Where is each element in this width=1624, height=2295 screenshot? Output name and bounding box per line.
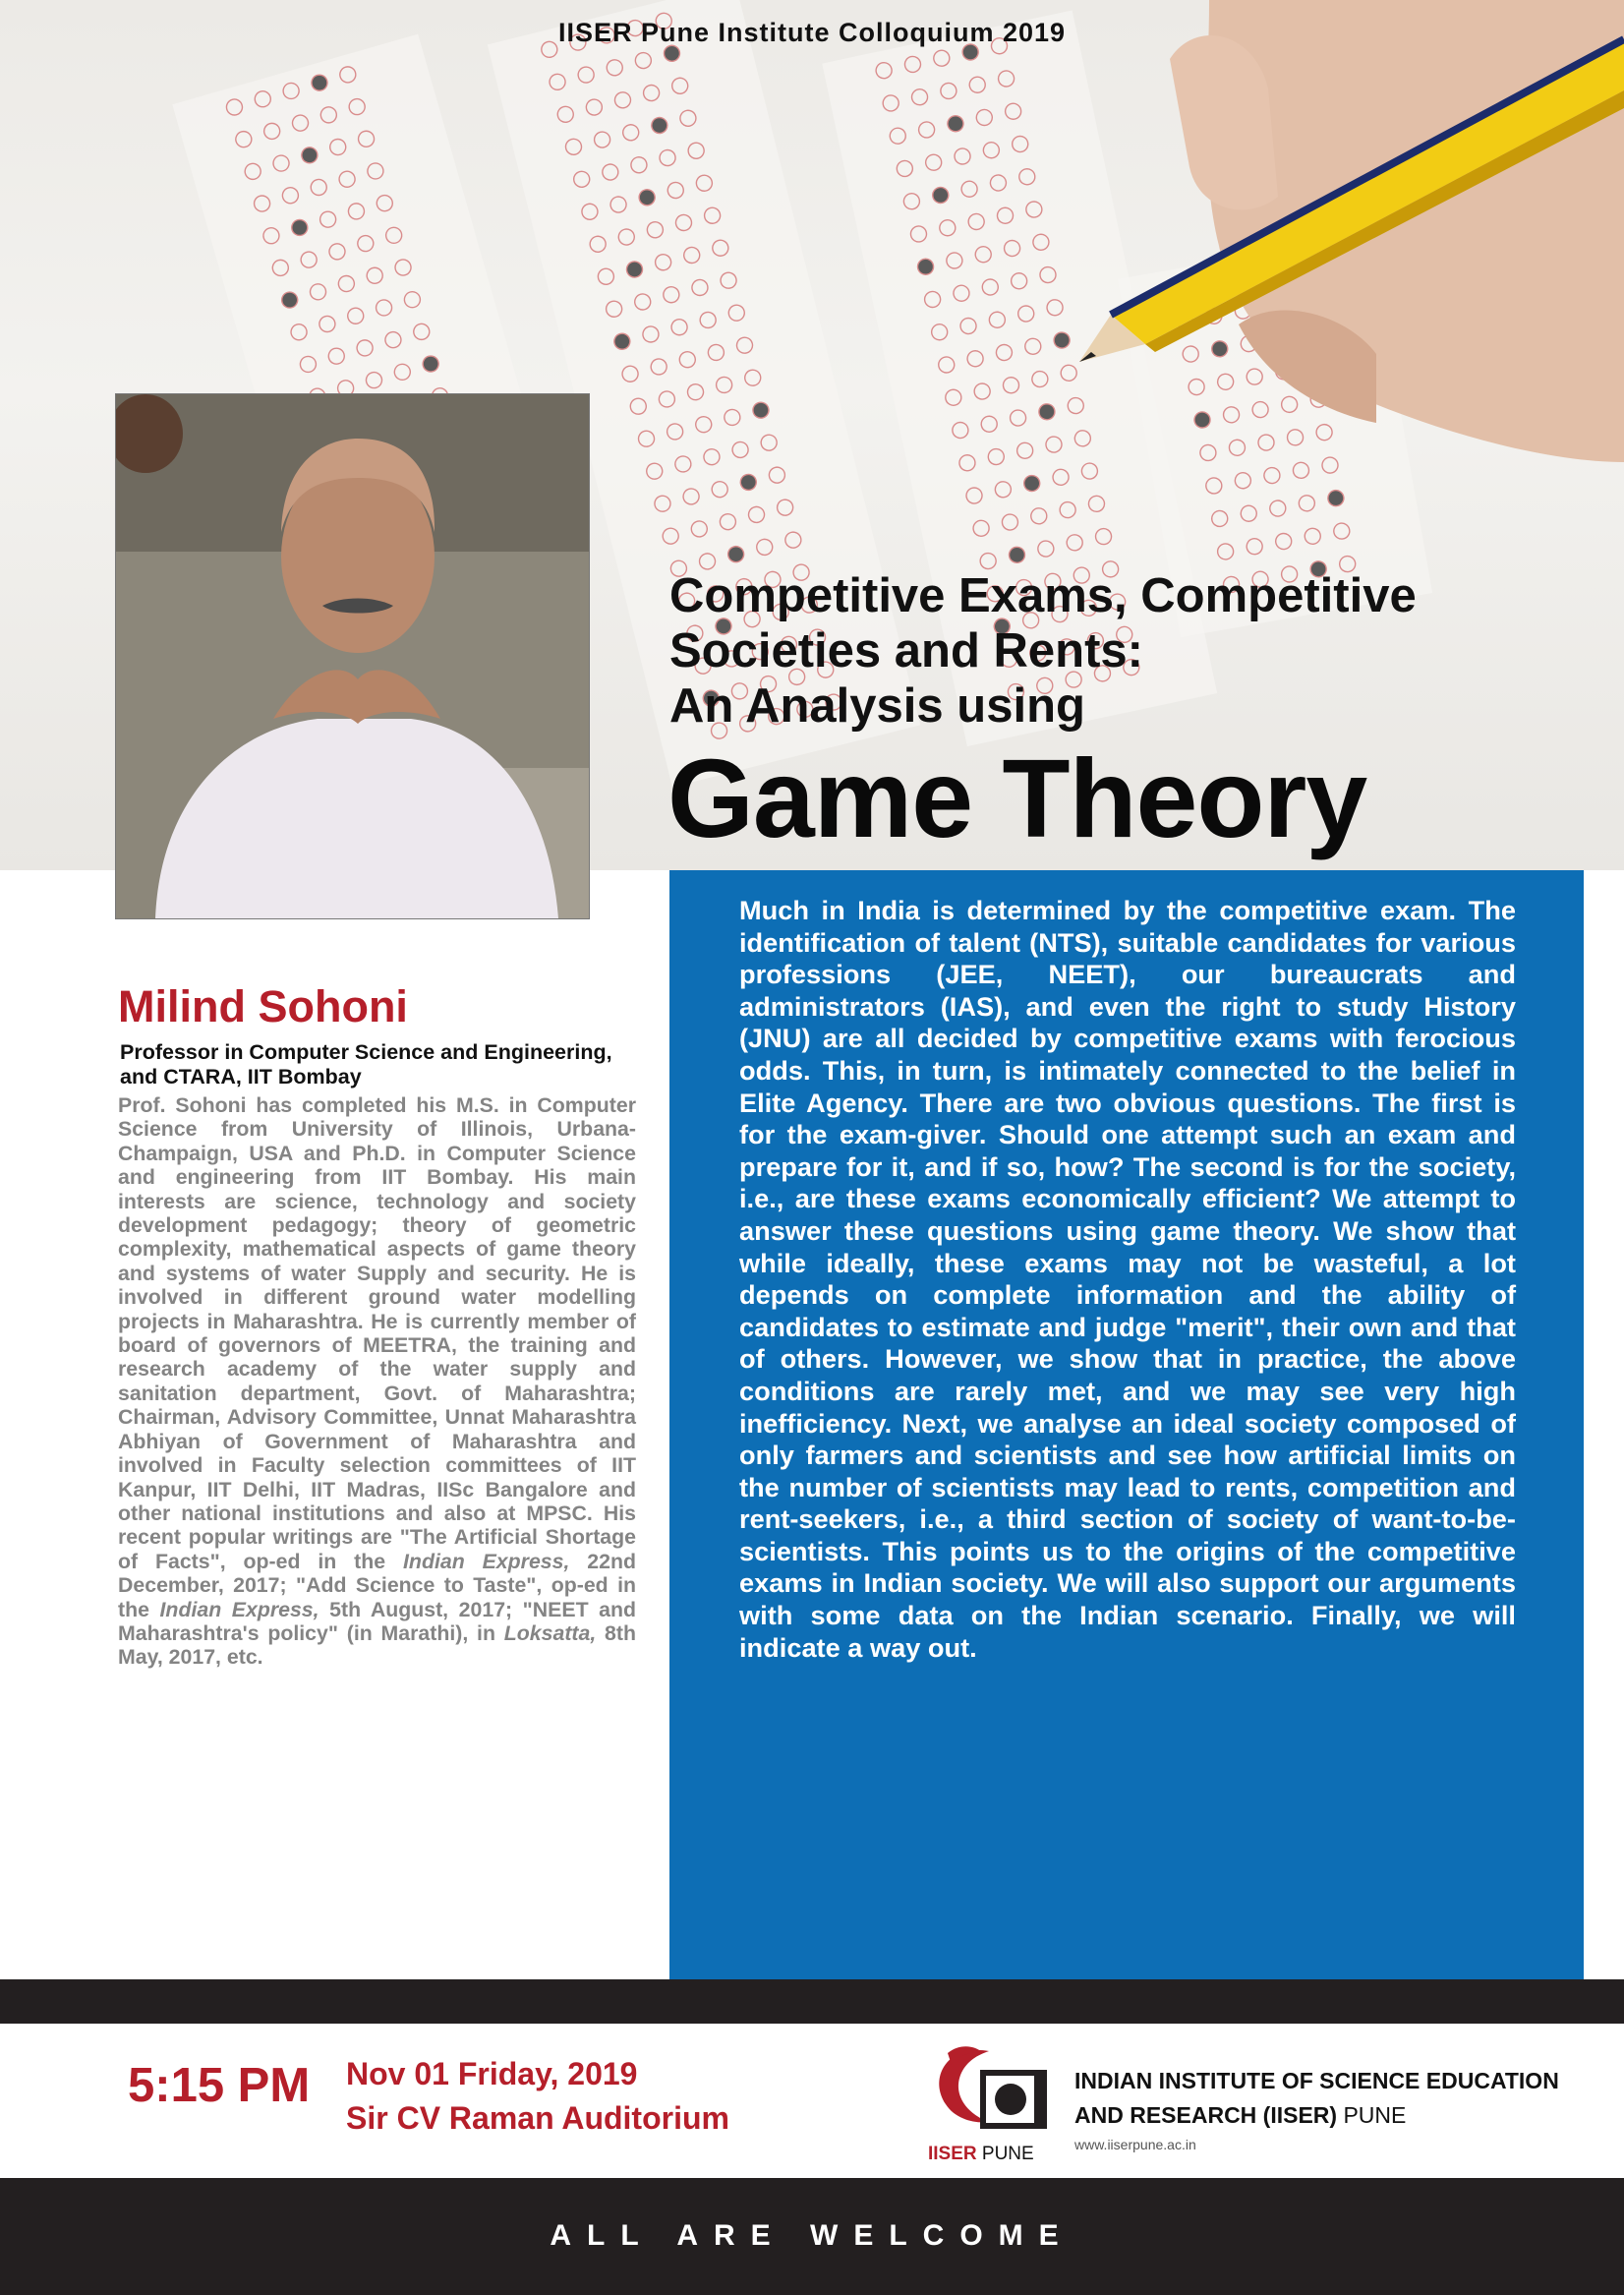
affiliation-line-2: and CTARA, IIT Bombay <box>120 1065 362 1089</box>
colloquium-header: IISER Pune Institute Colloquium 2019 <box>557 18 1067 47</box>
event-date: Nov 01 Friday, 2019 <box>346 2056 638 2091</box>
bio-publication-3: Loksatta, <box>503 1620 597 1645</box>
event-venue: Sir CV Raman Auditorium <box>346 2100 729 2136</box>
speaker-name: Milind Sohoni <box>118 981 408 1031</box>
title-line-3: An Analysis using <box>669 679 1085 733</box>
title-line-2: Societies and Rents: <box>669 624 1143 677</box>
bio-text-4: 8th May, 2017, etc. <box>118 1620 636 1670</box>
welcome-text: ALL ARE WELCOME <box>550 2219 1074 2252</box>
institute-name-rest: PUNE <box>1337 2102 1407 2128</box>
affiliation-line-1: Professor in Computer Science and Engineering, <box>120 1040 612 1064</box>
institute-name-bold: AND RESEARCH (IISER) <box>1074 2102 1338 2128</box>
bio-publication-2: Indian Express, <box>159 1597 319 1621</box>
logo-label-bold: IISER <box>928 2144 977 2164</box>
speaker-affiliation <box>120 1040 641 1089</box>
event-time: 5:15 PM <box>128 2059 311 2112</box>
abstract-text: Much in India is determined by the competitive exam. The identification of talent (NTS), suitable candidates for various professions (JEE, NEET), our bureaucrats and administrators (IAS), and even the right to study History (JNU) are all decided by competitive exams with ferocious odds. This, in turn, is intimately connected to the belief in Elite Agency. There are two obvious questions. The first is for the exam-giver. Should one attempt such an exam and prepare for it, and if so, how? The second is for the society, i.e., are these exams economically efficient? We attempt to answer these questions using game theory. We show that while ideally, these exams may not be wasteful, a lot depends on complete information and the ability of candidates to estimate and judge "merit", their own and that of others. However, we show that in practice, the above conditions are rarely met, and we may see very high inefficiency. Next, we analyse an ideal society composed of only farmers and scientists and see how artificial limits on the number of scientists may lead to rents, competition and rent-seekers, i.e., a third section of society of want-to-be-scientists. This points us to the origins of the competitive exams in Indian society. We will also support our arguments with some data on the Indian scenario. Finally, we will indicate a way out. <box>739 895 1516 1663</box>
talk-title <box>669 568 1594 734</box>
title-main: Game Theory <box>667 736 1367 860</box>
institute-website: www.iiserpune.ac.in <box>1074 2137 1196 2152</box>
divider-bar <box>0 1979 1624 2024</box>
bio-publication-1: Indian Express, <box>403 1549 570 1573</box>
title-line-1: Competitive Exams, Competitive <box>669 569 1417 622</box>
bio-text-3: 5th August, 2017; "NEET and Maharashtra's policy" (in Marathi), in <box>118 1597 636 1645</box>
iiser-logo <box>928 2043 1052 2142</box>
institute-name-line-2 <box>1074 2102 1406 2129</box>
logo-label-rest: PUNE <box>976 2144 1034 2164</box>
bio-text-1: Prof. Sohoni has completed his M.S. in Computer Science from University of Illinois, Urbana-Champaign, USA and Ph.D. in Computer Science and engineering from IIT Bombay. His main interests are science, technology and society development pedagogy; theory of geometric complexity, mathematical aspects of game theory and systems of water Supply and security. He is involved in different ground water modelling projects in Maharashtra. He is currently member of board of governors of MEETRA, the training and research academy of the water supply and sanitation department, Govt. of Maharashtra; Chairman, Advisory Committee, Unnat Maharashtra Abhiyan of Government of Maharashtra and involved in Faculty selection committees of IIT Kanpur, IIT Delhi, IIT Madras, IISc Bangalore and other national institutions and also at MPSC. His recent popular writings are "The Artificial Shortage of Facts", op-ed in the <box>118 1093 636 1573</box>
speaker-photo <box>115 393 590 919</box>
logo-label <box>928 2144 1034 2165</box>
bio-text-2: 22nd December, 2017; "Add Science to Taste", op-ed in the <box>118 1549 636 1621</box>
speaker-bio <box>118 1093 636 1670</box>
institute-name-line-1: INDIAN INSTITUTE OF SCIENCE EDUCATION <box>1074 2068 1559 2093</box>
